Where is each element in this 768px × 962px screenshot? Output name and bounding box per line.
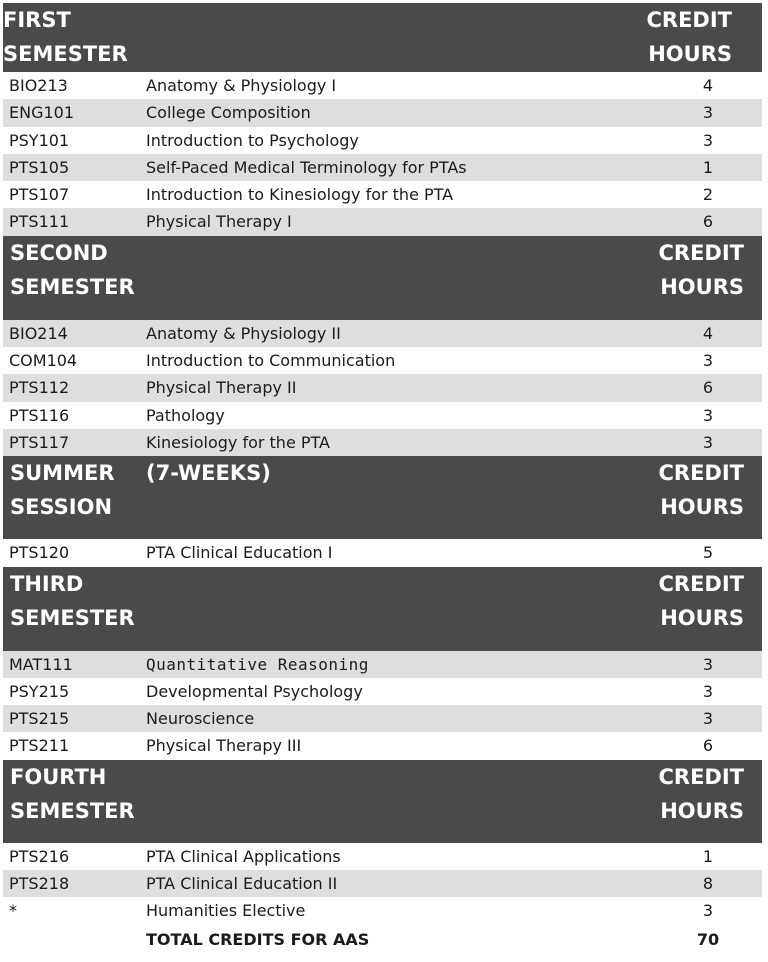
course-code: PTS112 [9, 378, 70, 398]
section-title-line2: SEMESTER [10, 798, 135, 823]
section-title-line1: FIRST [3, 8, 71, 32]
total-row [3, 925, 762, 955]
course-code: ENG101 [9, 103, 75, 123]
course-title: Kinesiology for the PTA [146, 432, 330, 452]
section-header-second-semester [3, 236, 762, 320]
course-code: PTS211 [9, 736, 70, 756]
course-hours: 2 [702, 185, 714, 205]
course-code: PTS216 [9, 846, 70, 866]
course-row [3, 651, 762, 678]
credit-hours-line1: CREDIT [646, 8, 732, 32]
total-hours: 70 [696, 929, 720, 949]
course-code: PTS116 [9, 405, 70, 425]
course-title: Neuroscience [146, 709, 255, 729]
section-title-line2: SEMESTER [10, 274, 135, 299]
credit-hours-heading [659, 236, 745, 304]
section-header-fourth-semester [3, 760, 762, 843]
credit-hours-line1: CREDIT [658, 240, 744, 265]
course-hours: 3 [702, 130, 714, 150]
course-row [3, 897, 762, 924]
course-title: PTA Clinical Education II [146, 874, 338, 894]
course-row [3, 127, 762, 154]
course-row [3, 208, 762, 235]
course-row [3, 181, 762, 208]
course-hours: 3 [702, 432, 714, 452]
course-hours: 4 [702, 323, 714, 343]
course-title: Humanities Elective [146, 901, 306, 921]
course-code: PSY101 [9, 130, 70, 150]
course-hours: 5 [702, 543, 714, 563]
section-header-first-semester [3, 3, 762, 72]
course-row [3, 72, 762, 99]
course-code: PTS105 [9, 157, 70, 177]
course-hours: 3 [702, 405, 714, 425]
course-code: PTS215 [9, 709, 70, 729]
section-title-line1: THIRD [10, 571, 84, 596]
section-title [10, 567, 145, 635]
section-title [10, 456, 145, 524]
section-title [10, 760, 145, 828]
course-title: Quantitative Reasoning [146, 654, 369, 674]
course-code: PTS111 [9, 212, 70, 232]
course-row [3, 99, 762, 126]
course-row [3, 402, 762, 429]
course-title: Anatomy & Physiology II [146, 323, 341, 343]
course-hours: 1 [702, 846, 714, 866]
session-length-note: (7-WEEKS) [146, 461, 271, 486]
section-title-line2: SEMESTER [3, 42, 128, 66]
course-code: COM104 [9, 351, 78, 371]
course-row [3, 347, 762, 374]
credit-hours-line1: CREDIT [658, 764, 744, 789]
course-row [3, 429, 762, 456]
credit-hours-line2: HOURS [660, 495, 744, 520]
course-row [3, 539, 762, 566]
course-hours: 3 [702, 709, 714, 729]
course-hours: 1 [702, 157, 714, 177]
course-title: College Composition [146, 103, 311, 123]
course-title: Physical Therapy III [146, 736, 302, 756]
course-hours: 3 [702, 901, 714, 921]
section-header-third-semester [3, 567, 762, 651]
credit-hours-line2: HOURS [648, 42, 732, 66]
section-title [3, 3, 138, 71]
course-code: * [9, 901, 17, 921]
course-row [3, 843, 762, 870]
course-hours: 3 [702, 351, 714, 371]
credit-hours-line1: CREDIT [658, 571, 744, 596]
credit-hours-line1: CREDIT [658, 461, 744, 486]
section-title-line1: FOURTH [10, 764, 107, 789]
total-label: TOTAL CREDITS FOR AAS [146, 929, 370, 949]
credit-hours-line2: HOURS [660, 605, 744, 630]
credit-hours-heading [647, 3, 733, 71]
course-code: PTS117 [9, 432, 70, 452]
course-code: BIO213 [9, 76, 68, 95]
section-title-line1: SUMMER [10, 461, 115, 486]
curriculum-table [3, 3, 762, 955]
course-code: PTS218 [9, 874, 70, 894]
course-hours: 3 [702, 103, 714, 123]
course-hours: 3 [702, 654, 714, 674]
credit-hours-line2: HOURS [660, 274, 744, 299]
course-hours: 4 [702, 76, 714, 95]
section-header-summer-session [3, 456, 762, 539]
course-row [3, 374, 762, 401]
course-title: Physical Therapy II [146, 378, 297, 398]
course-code: PTS107 [9, 185, 70, 205]
course-title: Developmental Psychology [146, 681, 363, 701]
section-title [10, 236, 145, 304]
course-title: Introduction to Psychology [146, 130, 359, 150]
course-code: MAT111 [9, 654, 73, 674]
credit-hours-heading [659, 567, 745, 635]
section-title-line1: SECOND [10, 240, 108, 265]
course-hours: 8 [702, 874, 714, 894]
course-row [3, 154, 762, 181]
course-code: BIO214 [9, 323, 68, 343]
course-hours: 6 [702, 378, 714, 398]
section-title-line2: SEMESTER [10, 605, 135, 630]
course-code: PSY215 [9, 681, 70, 701]
course-row [3, 732, 762, 759]
course-hours: 6 [702, 736, 714, 756]
course-title: Anatomy & Physiology I [146, 76, 337, 95]
course-title: PTA Clinical Applications [146, 846, 341, 866]
credit-hours-line2: HOURS [660, 798, 744, 823]
course-hours: 6 [702, 212, 714, 232]
course-row [3, 705, 762, 732]
course-title: Introduction to Communication [146, 351, 396, 371]
course-hours: 3 [702, 681, 714, 701]
section-title-line2: SESSION [10, 495, 113, 520]
course-title: Introduction to Kinesiology for the PTA [146, 185, 454, 205]
course-title: Pathology [146, 405, 225, 425]
course-row [3, 678, 762, 705]
course-title: PTA Clinical Education I [146, 543, 333, 563]
course-row [3, 320, 762, 347]
course-title: Self-Paced Medical Terminology for PTAs [146, 157, 467, 177]
credit-hours-heading [659, 760, 745, 828]
course-code: PTS120 [9, 543, 70, 563]
course-row [3, 870, 762, 897]
course-title: Physical Therapy I [146, 212, 292, 232]
credit-hours-heading [659, 456, 745, 524]
